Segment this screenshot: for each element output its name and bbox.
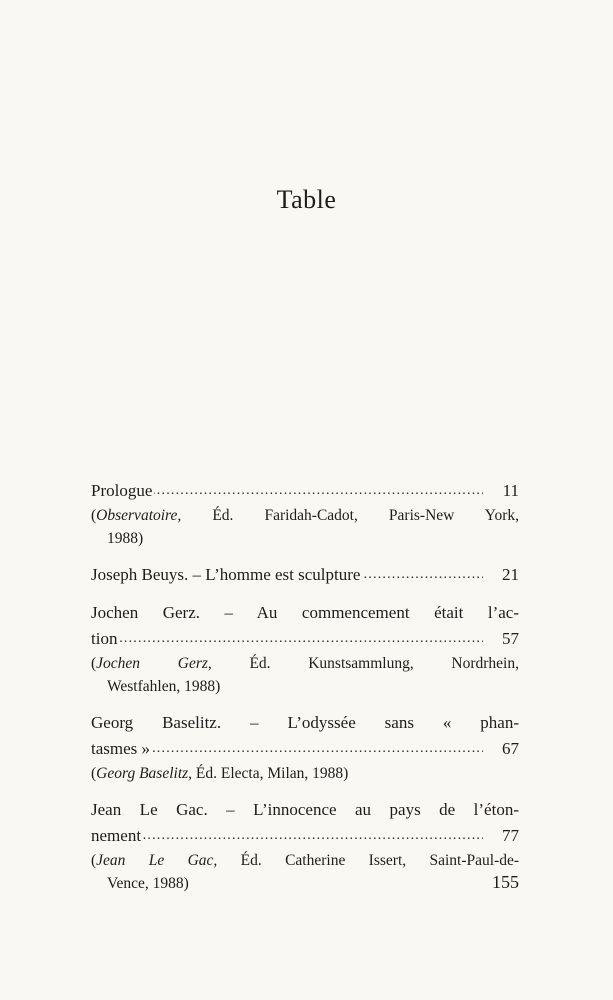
toc-entry-source: (Georg Baselitz, Éd. Electa, Milan, 1988)	[91, 765, 349, 782]
toc-entry-prologue	[91, 478, 519, 550]
toc-entry-page: 67	[496, 736, 519, 762]
toc-entry-gerz	[91, 600, 519, 698]
page-title: Table	[276, 185, 337, 214]
page-number: 155	[492, 872, 519, 892]
toc-entry-page: 21	[496, 562, 519, 588]
source-work-title: Jean Le Gac,	[96, 852, 218, 869]
toc-entry-source: (Jochen Gerz, Éd. Kunstsammlung, Nordrhein, Westfahlen, 1988)	[91, 655, 519, 695]
source-work-title: Georg Baselitz,	[96, 765, 193, 782]
toc-entry-line	[91, 562, 519, 588]
toc-entry-page: 57	[496, 626, 519, 652]
toc-entry-title: Joseph Beuys. – L’homme est sculpture	[91, 565, 361, 584]
toc-entry-source: (Observatoire, Éd. Faridah-Cadot, Paris-New York, 1988)	[91, 507, 519, 547]
toc-entry-baselitz	[91, 710, 519, 785]
toc-entry-beuys	[91, 562, 519, 588]
toc-entry-line: Jean Le Gac. – L’innocence au pays de l’éton-	[91, 800, 519, 819]
toc-entry-title: tasmes »	[91, 739, 151, 758]
toc-entry-page: 11	[497, 478, 519, 504]
toc-entry-title: tion	[91, 629, 118, 648]
toc-entry-line	[91, 823, 519, 849]
toc-entry-legac	[91, 797, 519, 895]
toc-entry-line	[91, 736, 519, 762]
source-work-title: Jochen Gerz,	[96, 655, 212, 672]
toc-entry-line: Georg Baselitz. – L’odyssée sans « phan-	[91, 713, 519, 732]
toc-entry-title: nement	[91, 826, 142, 845]
toc-entry-source: (Jean Le Gac, Éd. Catherine Issert, Saint-Paul-de- Vence, 1988)	[91, 852, 519, 892]
toc-entry-line	[91, 626, 519, 652]
toc-entry-line: Jochen Gerz. – Au commencement était l’ac-	[91, 603, 519, 622]
toc-entry-page: 77	[496, 823, 519, 849]
toc-entry-line	[91, 478, 519, 504]
table-of-contents	[91, 478, 519, 907]
source-work-title: Observatoire,	[96, 507, 182, 524]
toc-entry-title: Prologue	[91, 481, 153, 500]
